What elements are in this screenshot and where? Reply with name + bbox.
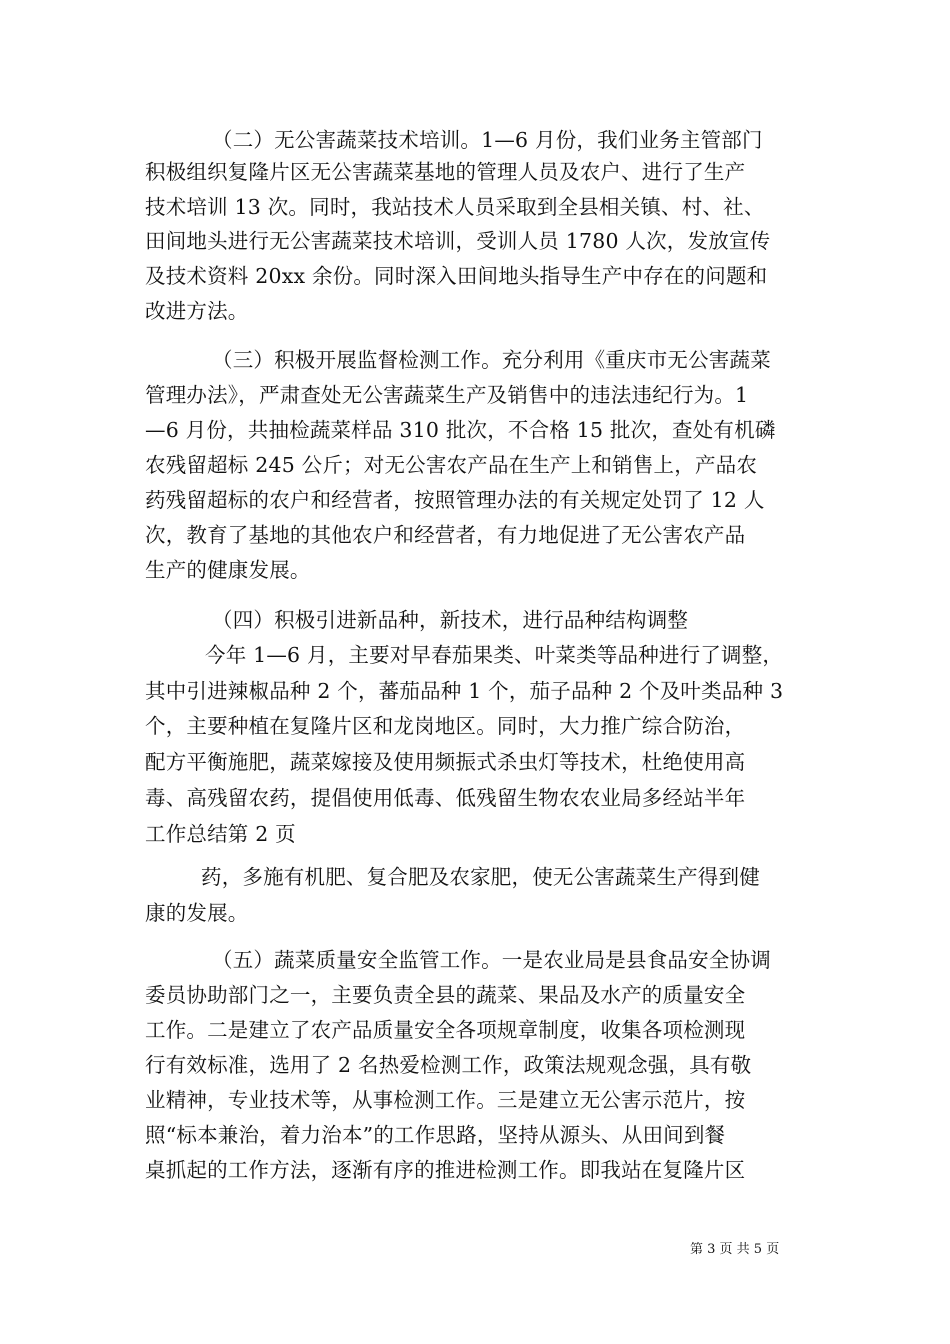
paragraph-line: 药，多施有机肥、复合肥及农家肥，使无公害蔬菜生产得到健 [201,865,760,889]
paragraph-line: 委员协助部门之一，主要负责全县的蔬菜、果品及水产的质量安全 [145,983,746,1007]
page-number-footer: 第 3 页 共 5 页 [690,1242,780,1257]
paragraph-line: （三）积极开展监督检测工作。充分利用《重庆市无公害蔬菜 [212,348,771,372]
paragraph-line: 毒、高残留农药，提倡使用低毒、低残留生物农农业局多经站半年 [145,786,746,810]
paragraph-line: 个，主要种植在复隆片区和龙岗地区。同时，大力推广综合防治， [145,714,746,738]
section-heading: （四）积极引进新品种，新技术，进行品种结构调整 [212,608,689,632]
paragraph-line: 康的发展。 [145,901,249,925]
paragraph-line: 农残留超标 245 公斤；对无公害农产品在生产上和销售上，产品农 [145,453,758,477]
paragraph-line: （二）无公害蔬菜技术培训。1—6 月份，我们业务主管部门 [212,128,763,152]
paragraph-line: 工作总结第 2 页 [145,822,296,846]
paragraph-line: 及技术资料 20xx 余份。同时深入田间地头指导生产中存在的问题和 [145,264,768,288]
paragraph-line: 今年 1—6 月，主要对早春茄果类、叶菜类等品种进行了调整， [205,643,784,667]
paragraph-line: 工作。二是建立了农产品质量安全各项规章制度，收集各项检测现 [145,1018,746,1042]
paragraph-line: 次，教育了基地的其他农户和经营者，有力地促进了无公害农产品 [145,523,746,547]
paragraph-line: 药残留超标的农户和经营者，按照管理办法的有关规定处罚了 12 人 [145,488,765,512]
paragraph-line: 照“标本兼治，着力治本”的工作思路，坚持从源头、从田间到餐 [145,1123,726,1147]
paragraph-line: 改进方法。 [145,299,249,323]
paragraph-line: 业精神，专业技术等，从事检测工作。三是建立无公害示范片，按 [145,1088,746,1112]
paragraph-line: 技术培训 13 次。同时，我站技术人员采取到全县相关镇、村、社、 [145,195,765,219]
paragraph-line: 积极组织复隆片区无公害蔬菜基地的管理人员及农户、进行了生产 [145,160,746,184]
paragraph-line: 配方平衡施肥，蔬菜嫁接及使用频振式杀虫灯等技术，杜绝使用高 [145,750,746,774]
paragraph-line: 桌抓起的工作方法，逐渐有序的推进检测工作。即我站在复隆片区 [145,1158,746,1182]
paragraph-line: 田间地头进行无公害蔬菜技术培训，受训人员 1780 人次，发放宣传 [145,229,771,253]
paragraph-line: （五）蔬菜质量安全监管工作。一是农业局是县食品安全协调 [212,948,771,972]
paragraph-line: 其中引进辣椒品种 2 个，蕃茄品种 1 个，茄子品种 2 个及叶类品种 3 [145,679,784,703]
paragraph-line: 生产的健康发展。 [145,558,311,582]
paragraph-line: —6 月份，共抽检蔬菜样品 310 批次，不合格 15 批次，查处有机磷 [145,418,776,442]
paragraph-line: 管理办法》，严肃查处无公害蔬菜生产及销售中的违法违纪行为。1 [145,383,749,407]
paragraph-line: 行有效标准，选用了 2 名热爱检测工作，政策法规观念强，具有敬 [145,1053,752,1077]
